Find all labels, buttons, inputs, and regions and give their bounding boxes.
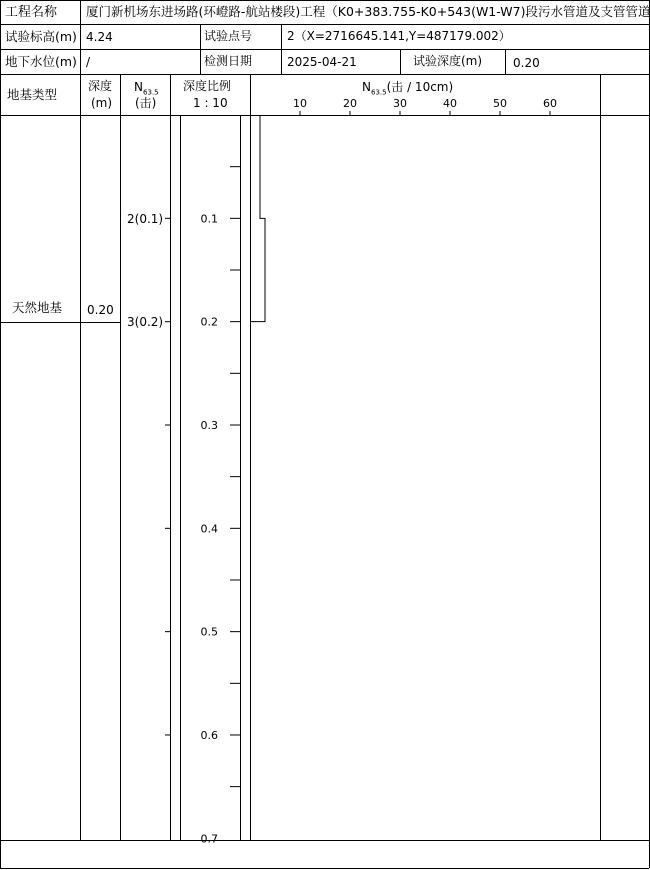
chart-title-subscript: 63.5 — [370, 88, 387, 97]
x-tick-label: 60 — [543, 97, 557, 110]
chart-title-unit: (击 / 10cm) — [386, 80, 454, 94]
depth-tick-label: 0.5 — [200, 625, 218, 639]
depth-tick-label: 0.6 — [200, 728, 218, 742]
chart-title-symbol: N — [362, 80, 371, 94]
depth-scale-header-line2: 1 : 10 — [193, 96, 228, 110]
x-tick-label: 50 — [493, 97, 507, 110]
project-name-value: 厦门新机场东进场路(环嶝路-航站楼段)工程（K0+383.755-K0+543(W1-W7)段污水管道及支管管道 — [86, 4, 650, 19]
depth-scale-header-line1: 深度比例 — [183, 79, 232, 93]
test-date-label: 检测日期 — [204, 54, 253, 68]
test-point-label: 试验点号 — [204, 29, 253, 43]
test-depth-label: 试验深度(m) — [413, 54, 483, 68]
blow-count-step-line — [250, 115, 265, 322]
blow-count-row-2: 3(0.2) — [127, 315, 164, 329]
x-tick-label: 10 — [293, 97, 307, 110]
test-depth-value: 0.20 — [513, 56, 540, 70]
blow-count-unit: (击) — [135, 96, 157, 110]
groundwater-label: 地下水位(m) — [5, 54, 77, 69]
project-name-label: 工程名称 — [5, 5, 58, 20]
depth-tick-label: 0.4 — [200, 522, 218, 536]
elevation-label: 试验标高(m) — [5, 29, 77, 44]
test-date-value: 2025-04-21 — [287, 55, 357, 69]
depth-tick-label: 0.2 — [200, 315, 218, 329]
depth-tick-label: 0.3 — [200, 418, 218, 432]
x-tick-label: 40 — [443, 97, 457, 110]
depth-tick-label: 0.7 — [200, 832, 218, 846]
groundwater-value: / — [86, 55, 91, 69]
blow-count-row-1: 2(0.1) — [127, 212, 164, 226]
foundation-type-value: 天然地基 — [12, 300, 63, 315]
x-tick-label: 20 — [343, 97, 357, 110]
test-point-value: 2（X=2716645.141,Y=487179.002） — [287, 29, 511, 43]
depth-header-line2: (m) — [91, 96, 113, 110]
depth-header-line1: 深度 — [88, 79, 113, 93]
depth-tick-label: 0.1 — [200, 212, 218, 226]
elevation-value: 4.24 — [86, 30, 113, 44]
blow-count-subscript: 63.5 — [142, 88, 159, 97]
x-tick-label: 30 — [393, 97, 407, 110]
layer-depth-value: 0.20 — [87, 303, 114, 317]
foundation-type-header: 地基类型 — [7, 87, 58, 102]
blow-count-symbol: N — [134, 80, 143, 94]
